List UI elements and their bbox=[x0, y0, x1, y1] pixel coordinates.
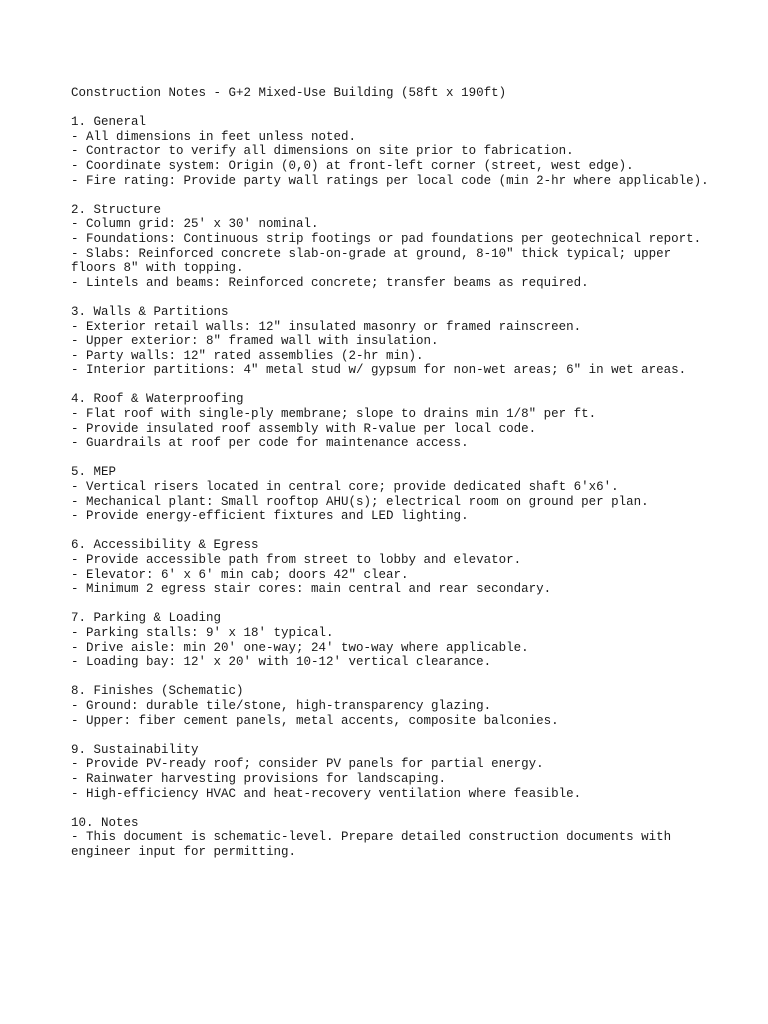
note-line: - High-efficiency HVAC and heat-recovery ventilation where feasible. bbox=[71, 786, 582, 801]
section-lines bbox=[71, 480, 711, 524]
note-line: - Minimum 2 egress stair cores: main central and rear secondary. bbox=[71, 582, 552, 597]
section-heading: 6. Accessibility & Egress bbox=[71, 538, 259, 553]
note-line: - Exterior retail walls: 12" insulated masonry or framed rainscreen. bbox=[71, 319, 582, 334]
section-lines bbox=[71, 830, 711, 859]
section-accessibility-egress bbox=[71, 538, 711, 596]
section-general bbox=[71, 115, 711, 188]
section-heading: 8. Finishes (Schematic) bbox=[71, 684, 244, 699]
note-line: - Parking stalls: 9' x 18' typical. bbox=[71, 625, 334, 640]
section-finishes bbox=[71, 684, 711, 728]
section-sustainability bbox=[71, 743, 711, 801]
section-heading: 1. General bbox=[71, 115, 147, 130]
section-roof-waterproofing bbox=[71, 392, 711, 450]
note-line: - Rainwater harvesting provisions for landscaping. bbox=[71, 771, 447, 786]
note-line: - Party walls: 12" rated assemblies (2-hr min). bbox=[71, 348, 424, 363]
note-line: - Provide energy-efficient fixtures and LED lighting. bbox=[71, 509, 469, 524]
note-line: - Elevator: 6' x 6' min cab; doors 42" clear. bbox=[71, 567, 409, 582]
note-line: - Flat roof with single-ply membrane; slope to drains min 1/8" per ft. bbox=[71, 407, 597, 422]
note-line: - Provide accessible path from street to lobby and elevator. bbox=[71, 553, 522, 567]
section-lines bbox=[71, 699, 711, 728]
section-heading: 3. Walls & Partitions bbox=[71, 304, 229, 319]
section-structure bbox=[71, 203, 711, 291]
section-heading: 2. Structure bbox=[71, 202, 162, 217]
section-lines bbox=[71, 626, 711, 670]
note-line: - Lintels and beams: Reinforced concrete; transfer beams as required. bbox=[71, 275, 589, 290]
note-line: - Interior partitions: 4" metal stud w/ gypsum for non-wet areas; 6" in wet areas. bbox=[71, 363, 687, 378]
section-heading: 5. MEP bbox=[71, 465, 117, 480]
note-line: - This document is schematic-level. Prepare detailed construction documents with engineer input for permitting. bbox=[71, 830, 672, 859]
section-lines bbox=[71, 407, 711, 451]
note-line: - All dimensions in feet unless noted. bbox=[71, 129, 357, 144]
section-lines bbox=[71, 757, 711, 801]
document-title: Construction Notes - G+2 Mixed-Use Building (58ft x 190ft) bbox=[71, 86, 507, 100]
section-mep bbox=[71, 465, 711, 523]
note-line: - Slabs: Reinforced concrete slab-on-grade at ground, 8-10" thick typical; upper floors 8" with topping. bbox=[71, 246, 672, 276]
section-heading: 7. Parking & Loading bbox=[71, 611, 222, 626]
note-line: - Contractor to verify all dimensions on site prior to fabrication. bbox=[71, 144, 574, 159]
document-body bbox=[71, 86, 711, 874]
note-line: - Upper: fiber cement panels, metal accents, composite balconies. bbox=[71, 713, 559, 728]
section-lines bbox=[71, 320, 711, 378]
note-line: - Foundations: Continuous strip footings or pad foundations per geotechnical report. bbox=[71, 231, 702, 246]
section-heading: 10. Notes bbox=[71, 815, 139, 830]
section-lines bbox=[71, 553, 711, 597]
note-line: - Provide insulated roof assembly with R-value per local code. bbox=[71, 421, 537, 436]
section-lines bbox=[71, 217, 711, 290]
section-lines bbox=[71, 130, 711, 188]
note-line: - Coordinate system: Origin (0,0) at front-left corner (street, west edge). bbox=[71, 158, 634, 173]
note-line: - Drive aisle: min 20' one-way; 24' two-way where applicable. bbox=[71, 640, 529, 655]
section-walls-partitions bbox=[71, 305, 711, 378]
note-line: - Column grid: 25' x 30' nominal. bbox=[71, 217, 319, 232]
note-line: - Guardrails at roof per code for maintenance access. bbox=[71, 436, 469, 451]
note-line: - Vertical risers located in central core; provide dedicated shaft 6'x6'. bbox=[71, 480, 619, 495]
note-line: - Ground: durable tile/stone, high-transparency glazing. bbox=[71, 698, 492, 713]
note-line: - Mechanical plant: Small rooftop AHU(s); electrical room on ground per plan. bbox=[71, 494, 649, 509]
note-line: - Fire rating: Provide party wall ratings per local code (min 2-hr where applicable). bbox=[71, 173, 709, 188]
section-heading: 9. Sustainability bbox=[71, 742, 199, 757]
section-parking-loading bbox=[71, 611, 711, 669]
note-line: - Provide PV-ready roof; consider PV panels for partial energy. bbox=[71, 757, 544, 772]
section-heading: 4. Roof & Waterproofing bbox=[71, 392, 244, 407]
note-line: - Upper exterior: 8" framed wall with insulation. bbox=[71, 334, 439, 349]
note-line: - Loading bay: 12' x 20' with 10-12' vertical clearance. bbox=[71, 655, 492, 670]
section-notes bbox=[71, 816, 711, 860]
